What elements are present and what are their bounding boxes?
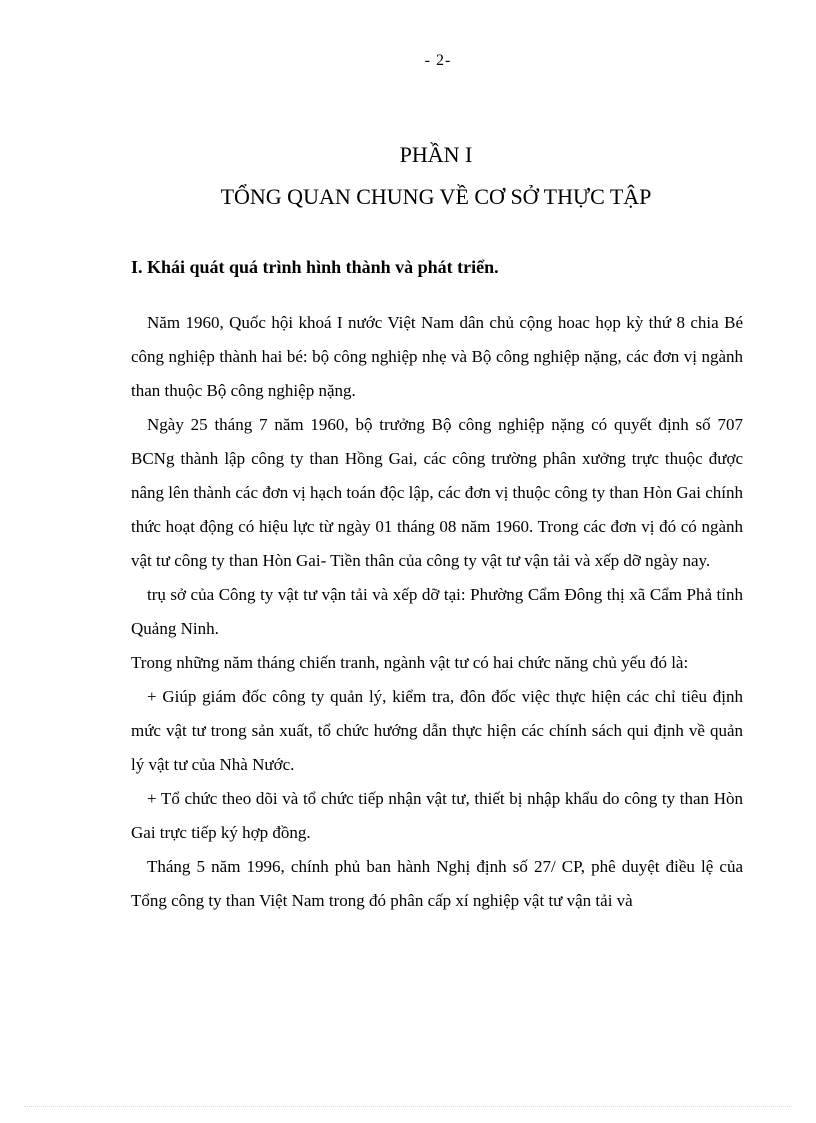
paragraph: + Giúp giám đốc công ty quản lý, kiểm tra, đôn đốc việc thực hiện các chỉ tiêu định mức vật tư trong sản xuất, tổ chức hướng dẫn thực hiện các chính sách qui định về quản lý vật tư của Nhà Nước. (131, 687, 743, 774)
paragraph: Năm 1960, Quốc hội khoá I nước Việt Nam dân chủ cộng hoac họp kỳ thứ 8 chia Bé công nghiệp thành hai bé: bộ công nghiệp nhẹ và Bộ công nghiệp nặng, các đơn vị ngành than thuộc Bộ công nghiệp nặng. (131, 313, 743, 400)
part-title: PHẦN I (399, 142, 473, 167)
paragraph: Ngày 25 tháng 7 năm 1960, bộ trưởng Bộ công nghiệp nặng có quyết định số 707 BCNg thành lập công ty than Hồng Gai, các công trường phân xưởng trực thuộc được nâng lên thành các đơn vị hạch toán độc lập, các đơn vị thuộc công ty than Hòn Gai chính thức hoạt động có hiệu lực từ ngày 01 tháng 08 năm 1960. Trong các đơn vị đó có ngành vật tư công ty than Hòn Gai- Tiền thân của công ty vật tư vận tải và xếp dỡ ngày nay. (131, 415, 743, 570)
paragraph: Tháng 5 năm 1996, chính phủ ban hành Nghị định số 27/ CP, phê duyệt điều lệ của Tổng công ty than Việt Nam trong đó phân cấp xí nghiệp vật tư vận tải và (131, 857, 743, 910)
paragraph: trụ sở của Công ty vật tư vận tải và xếp dỡ tại: Phường Cẩm Đông thị xã Cẩm Phả tỉnh Quảng Ninh. (131, 585, 743, 638)
page-bottom-divider (24, 1106, 792, 1107)
section-heading: I. Khái quát quá trình hình thành và phát triển. (131, 257, 499, 277)
page-number: - 2- (424, 52, 452, 69)
body-text (131, 306, 743, 918)
paragraph: + Tổ chức theo dõi và tổ chức tiếp nhận vật tư, thiết bị nhập khẩu do công ty than Hòn Gai trực tiếp ký hợp đồng. (131, 789, 743, 842)
paragraph: Trong những năm tháng chiến tranh, ngành vật tư có hai chức năng chủ yếu đó là: (131, 653, 689, 672)
part-subtitle: TỔNG QUAN CHUNG VỀ CƠ SỞ THỰC TẬP (220, 184, 652, 209)
